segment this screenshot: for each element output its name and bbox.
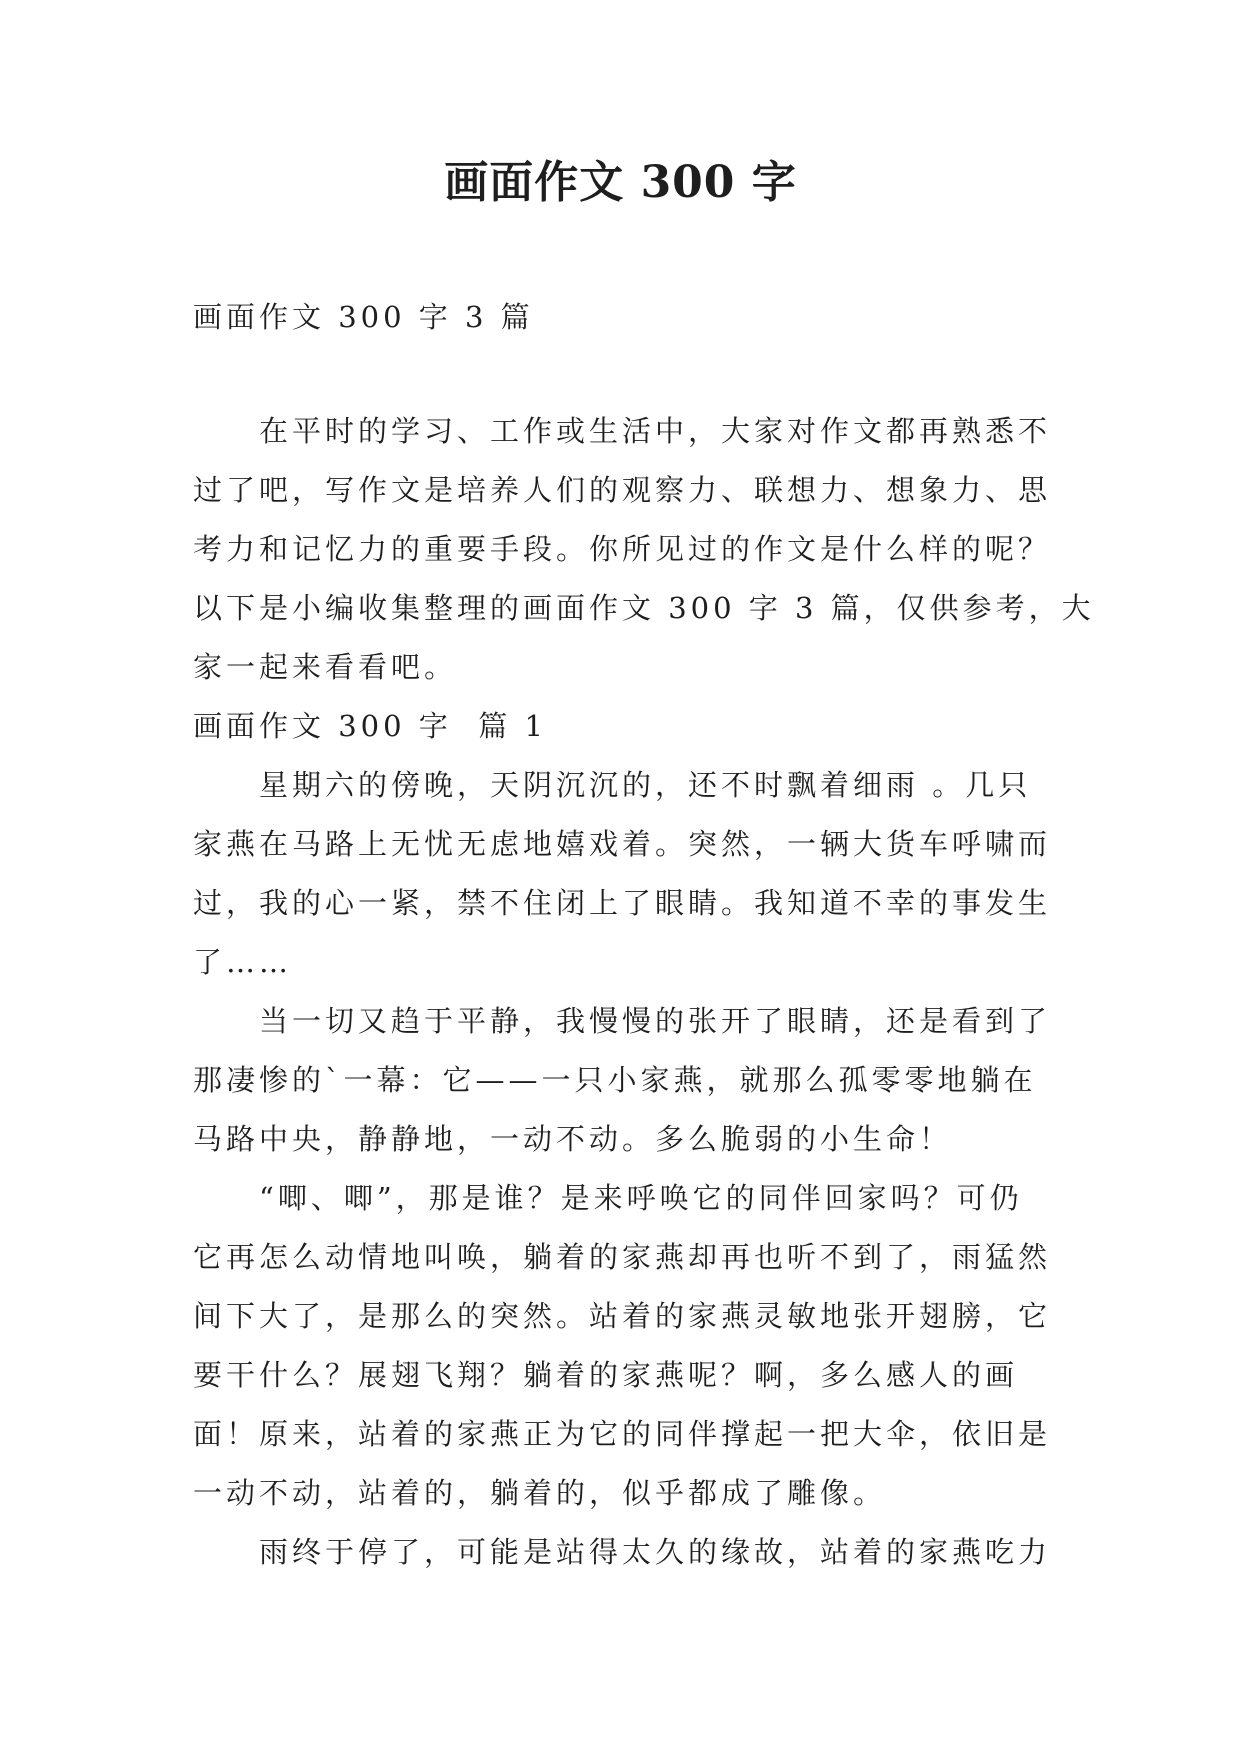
paragraph: [193, 992, 1093, 1169]
text-line: 家一起来看看吧。: [193, 650, 458, 684]
text-line: 过了吧，写作文是培养人们的观察力、联想力、想象力、思: [193, 473, 1052, 507]
section-heading: 画面作文 300 字 篇 1: [193, 709, 547, 743]
text-line: 那凄惨的`一幕：它——一只小家燕，就那么孤零零地躺在: [193, 1063, 1037, 1097]
text-line: 了……: [193, 945, 293, 979]
paragraph: [193, 756, 1093, 992]
text-line: 考力和记忆力的重要手段。你所见过的作文是什么样的呢？: [193, 532, 1052, 566]
text-line: 马路中央，静静地，一动不动。多么脆弱的小生命！: [193, 1122, 953, 1156]
document-body: [193, 402, 1093, 1582]
text-line: 雨终于停了，可能是站得太久的缘故，站着的家燕吃力: [259, 1535, 1052, 1569]
text-line: 面！原来，站着的家燕正为它的同伴撑起一把大伞，依旧是: [193, 1417, 1052, 1451]
text-line: 星期六的傍晚，天阴沉沉的，还不时飘着细雨 。几只: [259, 768, 1032, 802]
intro-paragraph: [193, 402, 1093, 697]
text-line: 要干什么？展翅飞翔？躺着的家燕呢？啊，多么感人的画: [193, 1358, 1019, 1392]
document-title: 画面作文 300 字: [444, 157, 797, 208]
text-line: 间下大了，是那么的突然。站着的家燕灵敏地张开翅膀，它: [193, 1299, 1052, 1333]
text-line: 以下是小编收集整理的画面作文 300 字 3 篇，仅供参考，大: [193, 591, 1095, 625]
text-line: 一动不动，站着的，躺着的，似乎都成了雕像。: [193, 1476, 887, 1510]
paragraph: [193, 1169, 1093, 1523]
text-line: “唧、唧”，那是谁？是来呼唤它的同伴回家吗？可仍: [259, 1181, 1023, 1215]
text-line: 它再怎么动情地叫唤，躺着的家燕却再也听不到了，雨猛然: [193, 1240, 1052, 1274]
document-subtitle: 画面作文 300 字 3 篇: [193, 300, 534, 334]
text-line: 过，我的心一紧，禁不住闭上了眼睛。我知道不幸的事发生: [193, 886, 1052, 920]
text-line: 家燕在马路上无忧无虑地嬉戏着。突然，一辆大货车呼啸而: [193, 827, 1052, 861]
text-line: 在平时的学习、工作或生活中，大家对作文都再熟悉不: [259, 414, 1052, 448]
paragraph: [193, 1523, 1093, 1582]
text-line: 当一切又趋于平静，我慢慢的张开了眼睛，还是看到了: [259, 1004, 1052, 1038]
